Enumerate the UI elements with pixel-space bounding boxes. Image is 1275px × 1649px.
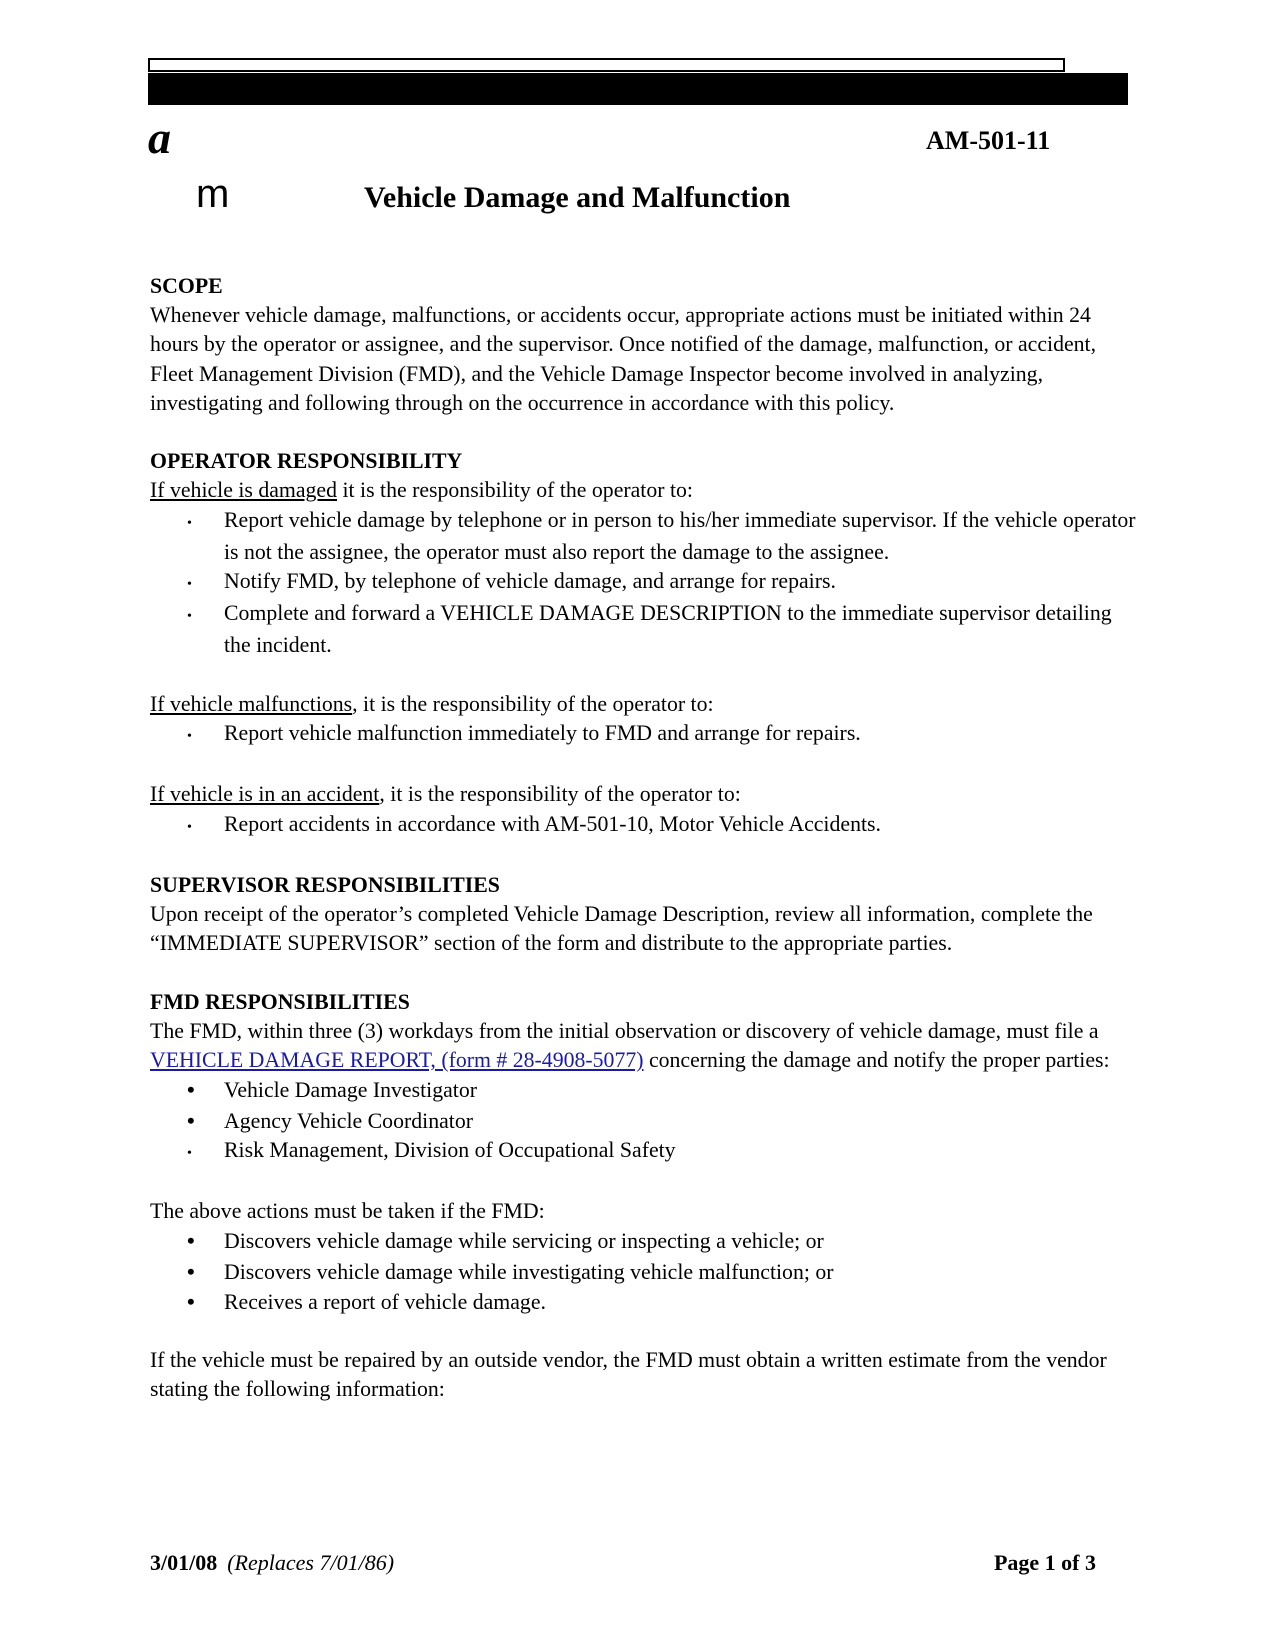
malfunction-label: If vehicle malfunctions: [150, 691, 353, 716]
bullet-icon: •: [187, 515, 192, 531]
bullet-icon: •: [187, 1288, 195, 1314]
footer-date: 3/01/08: [150, 1550, 218, 1575]
document-id: AM-501-11: [926, 126, 1051, 155]
list-item: • Risk Management, Division of Occupational Safety: [150, 1136, 1140, 1168]
vehicle-damage-report-link[interactable]: VEHICLE DAMAGE REPORT, (form # 28-4908-5077): [150, 1048, 644, 1073]
logo-letter-a: a: [148, 112, 171, 163]
damaged-list: [150, 506, 1140, 661]
list-item: • Complete and forward a VEHICLE DAMAGE DESCRIPTION to the immediate supervisor detailing the incident.: [187, 601, 1112, 658]
damaged-rest: it is the responsibility of the operator to:: [337, 478, 693, 503]
malfunction-rest: , it is the responsibility of the operator to:: [352, 691, 714, 716]
list-item: • Report vehicle malfunction immediately to FMD and arrange for repairs.: [150, 719, 1140, 751]
bullet-icon: •: [187, 1077, 195, 1103]
list-item: • Agency Vehicle Coordinator: [150, 1106, 1140, 1136]
footer-page-number: Page 1 of 3: [993, 1550, 1096, 1575]
scope-text: Whenever vehicle damage, malfunctions, or accidents occur, appropriate actions must be initiated within 24 hours by the operator or assignee, and the supervisor. Once notified of the damage, malfunction, or accident, Fleet Management Division (FMD), and the Vehicle Damage Inspector become involved in analyzing, investigating and following through on the occurrence in accordance with this policy.: [150, 303, 1097, 415]
page-footer: [150, 1548, 1096, 1578]
supervisor-heading: SUPERVISOR RESPONSIBILITIES: [150, 873, 500, 897]
bullet-icon: •: [187, 1107, 195, 1133]
malfunction-list: [150, 719, 1140, 751]
header-outline-bar: [148, 58, 1065, 72]
document-body: [150, 272, 1140, 1405]
list-item: • Discovers vehicle damage while investigating vehicle malfunction; or: [150, 1257, 1140, 1287]
logo-letter-m: m: [196, 172, 230, 216]
damaged-label: If vehicle is damaged: [150, 478, 338, 503]
operator-accident-intro: [150, 780, 1140, 809]
supervisor-text: Upon receipt of the operator’s completed Vehicle Damage Description, review all information, complete the “IMMEDIATE SUPERVISOR” section of the form and distribute to the appropriate parties.: [150, 902, 1093, 956]
fmd-text: The FMD, within three (3) workdays from the initial observation or discovery of vehicle damage, must file a VEHICLE DAMAGE REPORT, (form # 28-4908-5077) concerning the damage and notify the proper parties:: [150, 1019, 1110, 1073]
actions-intro: The above actions must be taken if the FMD:: [150, 1199, 545, 1224]
actions-list: [150, 1226, 1140, 1317]
document-title: Vehicle Damage and Malfunction: [364, 181, 791, 214]
bullet-icon: •: [187, 1258, 195, 1284]
bullet-icon: •: [187, 1228, 195, 1254]
operator-malfunction-intro: [150, 690, 1140, 719]
list-item: • Discovers vehicle damage while servicing or inspecting a vehicle; or: [150, 1226, 1140, 1256]
bullet-icon: •: [187, 1145, 192, 1161]
list-item: • Receives a report of vehicle damage.: [150, 1287, 1140, 1317]
bullet-icon: •: [187, 577, 192, 593]
list-item: • Vehicle Damage Investigator: [150, 1075, 1140, 1105]
accident-label: If vehicle is in an accident: [150, 782, 380, 807]
operator-damaged-intro: [150, 476, 1140, 505]
accident-list: [150, 810, 1140, 842]
list-item: • Report vehicle damage by telephone or in person to his/her immediate supervisor. If the vehicle operator is not the assignee, the operator must also report the damage to the assignee.: [187, 507, 1136, 564]
notify-list: [150, 1075, 1140, 1168]
bullet-icon: •: [187, 729, 192, 745]
scope-heading: SCOPE: [150, 274, 223, 298]
accident-rest: , it is the responsibility of the operator to:: [379, 782, 741, 807]
bullet-icon: •: [187, 609, 192, 625]
fmd-heading: FMD RESPONSIBILITIES: [150, 989, 410, 1014]
footer-replaces: (Replaces 7/01/86): [227, 1550, 395, 1575]
vendor-text: If the vehicle must be repaired by an outside vendor, the FMD must obtain a written estimate from the vendor stating the following information:: [150, 1348, 1107, 1402]
list-item: • Notify FMD, by telephone of vehicle damage, and arrange for repairs.: [150, 567, 1140, 599]
list-item: • Report accidents in accordance with AM-501-10, Motor Vehicle Accidents.: [150, 810, 1140, 842]
header-black-bar: [148, 73, 1128, 105]
operator-heading: OPERATOR RESPONSIBILITY: [150, 449, 463, 474]
bullet-icon: •: [187, 819, 192, 835]
